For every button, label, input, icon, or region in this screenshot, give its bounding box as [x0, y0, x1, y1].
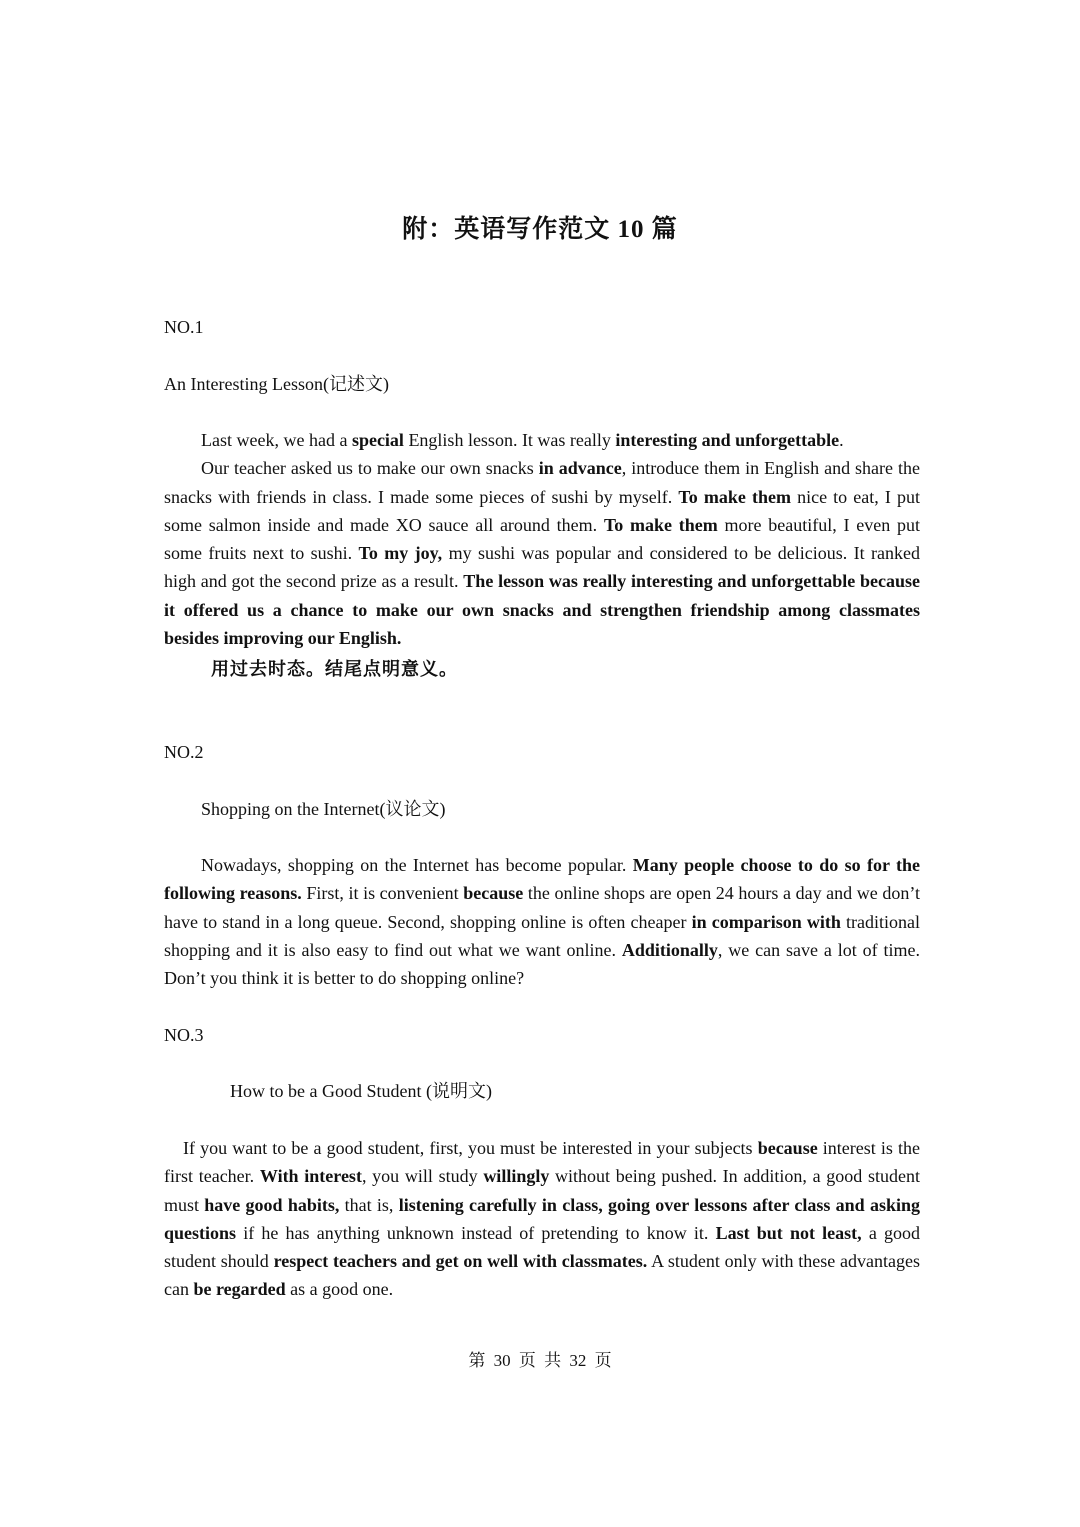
- essay-3-paragraph-1: If you want to be a good student, first, you must be interested in your subjects because interest is the first teacher. With interest, you will study willingly without being pushed. In addition, a good student must have good habits, that is, listening carefully in class, going over lessons after class and asking questions if he has anything unknown instead of pretending to know it. Last but not least, a good student should respect teachers and get on well with classmates. A student only with these advantages can be regarded as a good one.: [164, 1138, 920, 1300]
- essay-2-number: NO.2: [164, 742, 204, 762]
- essay-1-paragraph-2: Our teacher asked us to make our own snacks in advance, introduce them in English and share the snacks with friends in class. I made some pieces of sushi by myself. To make them nice to eat, I put some salmon inside and made XO sauce all around them. To make them more beautiful, I even put some fruits next to sushi. To my joy, my sushi was popular and considered to be delicious. It ranked high and got the second prize as a result. The lesson was really interesting and unforgettable because it offered us a chance to make our own snacks and strengthen friendship among classmates besides improving our English.: [164, 458, 920, 649]
- essay-3-heading: How to be a Good Student (说明文): [230, 1081, 492, 1101]
- essay-2-paragraph-1: Nowadays, shopping on the Internet has become popular. Many people choose to do so for the following reasons. First, it is convenient because the online shops are open 24 hours a day and we don’t have to stand in a long queue. Second, shopping online is often cheaper in comparison with traditional shopping and it is also easy to find out what we want online. Additionally, we can save a lot of time. Don’t you think it is better to do shopping online?: [164, 855, 921, 989]
- page-footer: 第 30 页 共 32 页: [468, 1351, 612, 1370]
- essay-1-note: 用过去时态。结尾点明意义。: [211, 659, 458, 679]
- essay-3-number: NO.3: [164, 1025, 204, 1045]
- page-title: 附：英语写作范文 10 篇: [402, 216, 678, 243]
- essay-1-heading: An Interesting Lesson(记述文): [164, 374, 389, 394]
- essay-1-number: NO.1: [164, 317, 204, 337]
- essay-2-heading: Shopping on the Internet(议论文): [201, 799, 446, 819]
- essay-1-paragraph-1: Last week, we had a special English lesson. It was really interesting and unforgettable.: [201, 430, 844, 450]
